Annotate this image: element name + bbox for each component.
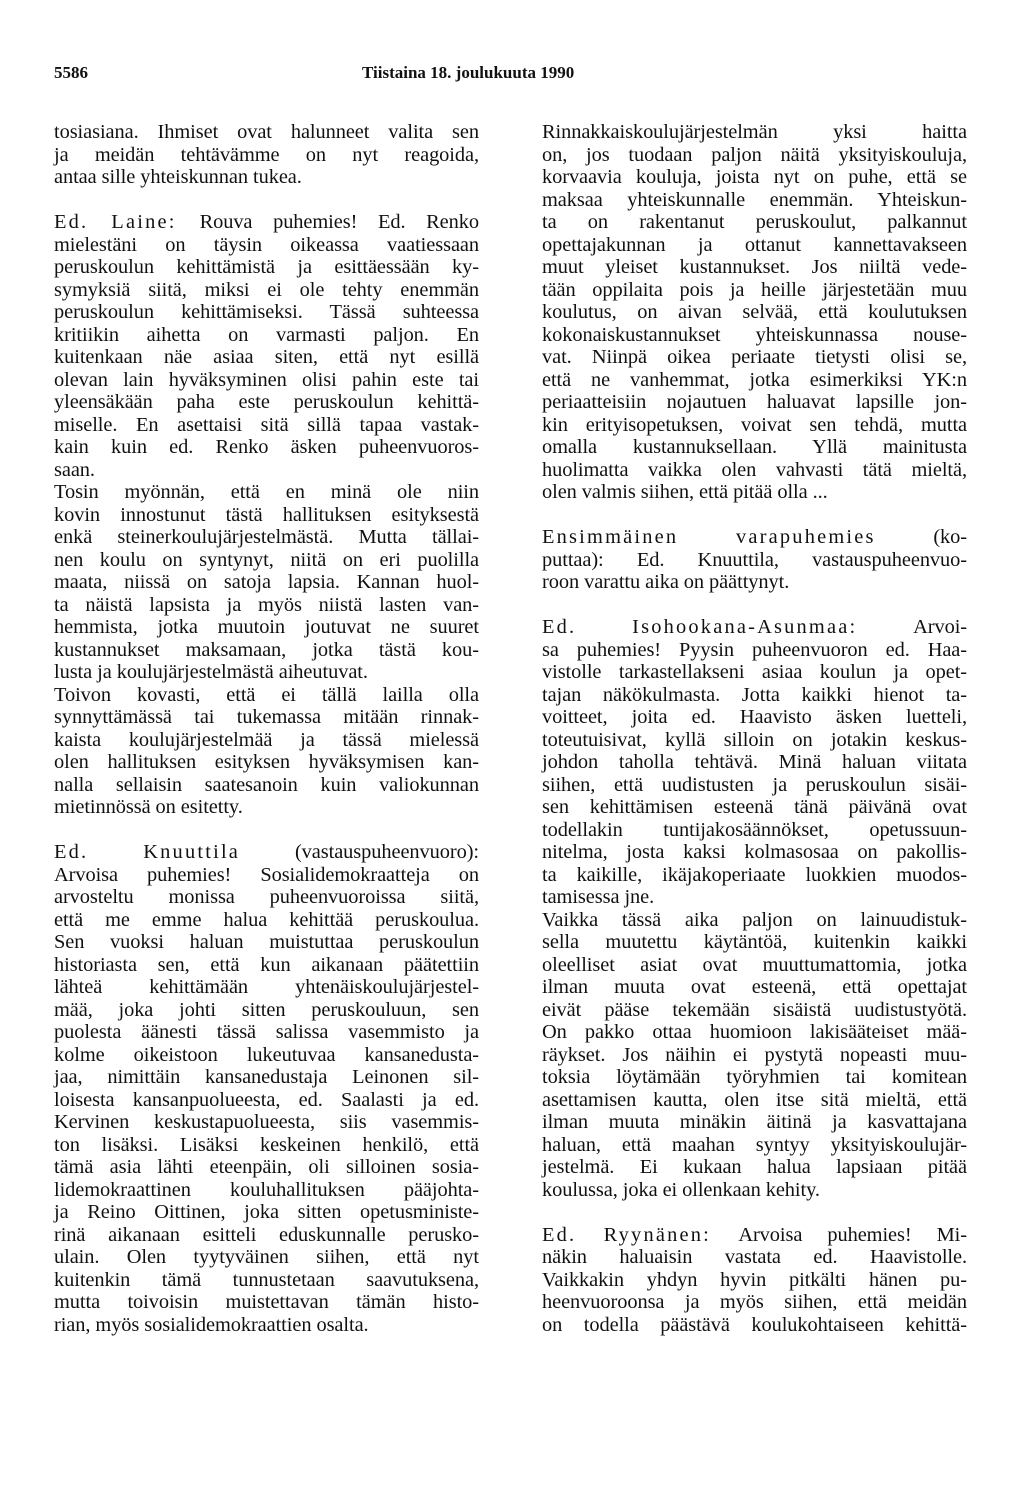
text-line: Tosin myönnän, että en minä ole niin xyxy=(54,481,479,503)
speaker-name: Ed. Knuuttila xyxy=(54,841,295,863)
text-line: Vaikkakin yhdyn hyvin pitkälti hänen pu- xyxy=(542,1268,967,1291)
text-line: Vaikka tässä aika paljon on lainuudistuk- xyxy=(542,908,967,931)
text-line xyxy=(542,526,967,549)
text-line: Toivon kovasti, että ei tällä lailla olla xyxy=(54,683,479,706)
text-line: kain kuin ed. Renko äsken puheenvuoros- xyxy=(54,436,479,458)
text-line: näkin haluaisin vastata ed. Haavistolle. xyxy=(542,1246,967,1268)
text-line: puttaa): Ed. Knuuttila, vastauspuheenvuo- xyxy=(542,548,967,571)
text-line: miselle. En asettaisi sitä sillä tapaa vastak- xyxy=(54,413,479,436)
text-line: symyksiä siitä, miksi ei ole tehty enemmän xyxy=(54,278,479,301)
text-line: kolme oikeistoon lukeutuvaa kansanedusta- xyxy=(54,1043,479,1066)
text-line: ilman muuta minäkin äitinä ja kasvattajana xyxy=(542,1111,967,1133)
text-line: on, jos tuodaan paljon näitä yksityiskouluja, xyxy=(542,143,967,166)
text-line: heenvuoroonsa ja myös siihen, että meidän xyxy=(542,1291,967,1313)
text-line: historiasta sen, että kun aikanaan päätettiin xyxy=(54,953,479,976)
text-line xyxy=(54,211,479,234)
text-line: Kervinen keskustapuolueesta, siis vasemmis- xyxy=(54,1111,479,1133)
text-line: ja Reino Oittinen, joka sitten opetusministe- xyxy=(54,1201,479,1223)
text-line: sen kehittämisen esteenä tänä päivänä ovat xyxy=(542,796,967,818)
speaker-name: Ensimmäinen varapuhemies xyxy=(542,526,934,548)
text-line: koulussa, joka ei ollenkaan kehity. xyxy=(542,1178,820,1201)
text-line: eivät pääse tekemään sisäistä uudistustyötä. xyxy=(542,998,967,1021)
text-line: saan. xyxy=(54,458,95,481)
left-column xyxy=(54,121,479,1336)
text-line: ta kaikille, ikäjakoperiaate luokkien muodos- xyxy=(542,863,967,886)
text-line: asettamisen kautta, olen itse sitä mieltä, että xyxy=(542,1088,967,1111)
paragraph-gap xyxy=(542,504,967,527)
text-line: kin erityisopetuksen, voivat sen tehdä, mutta xyxy=(542,413,967,436)
text-line: nalla sellaisin saatesanoin kuin valiokunnan xyxy=(54,773,479,796)
text-line: ja meidän tehtävämme on nyt reagoida, xyxy=(54,143,479,166)
paragraph-gap xyxy=(54,819,479,842)
text-line: ilman muuta ovat esteenä, että opettajat xyxy=(542,976,967,998)
text-line: opettajakunnan ja ottanut kannettavakseen xyxy=(542,233,967,256)
text-line xyxy=(542,1224,967,1247)
text-line: olevan lain hyväksyminen olisi pahin este tai xyxy=(54,368,479,391)
text-line: nen koulu on syntynyt, niitä on eri puolilla xyxy=(54,548,479,571)
text-line: että me emme halua kehittää peruskoulua. xyxy=(54,908,479,931)
text-line: mietinnössä on esitetty. xyxy=(54,796,243,818)
text-line: korvaavia kouluja, joista nyt on puhe, että se xyxy=(542,166,967,188)
text-line: vistolle tarkastellakseni asiaa koulun ja opet- xyxy=(542,661,967,683)
text-line: koulutus, on aivan selvää, että koulutuksen xyxy=(542,301,967,323)
text-line: mää, joka johti sitten peruskouluun, sen xyxy=(54,998,479,1021)
text-line: mutta toivoisin muistettavan tämän histo- xyxy=(54,1291,479,1313)
text-line: huolimatta vaikka olen vahvasti tätä mieltä, xyxy=(542,458,967,481)
text-line: vat. Niinpä oikea periaate tietysti olisi se, xyxy=(542,346,967,368)
speech-text: Rouva puhemies! Ed. Renko xyxy=(199,211,480,233)
text-line: tajan näkökulmasta. Jotta kaikki hienot ta- xyxy=(542,683,967,706)
text-line: räykset. Jos näihin ei pystytä nopeasti muu- xyxy=(542,1043,967,1066)
text-line: Rinnakkaiskoulujärjestelmän yksi haitta xyxy=(542,121,967,143)
speech-text: Arvoisa puhemies! Mi- xyxy=(738,1223,967,1246)
text-line: arvosteltu monissa puheenvuoroissa siitä, xyxy=(54,886,479,908)
text-line: siihen, että uudistusten ja peruskoulun sisäi- xyxy=(542,773,967,796)
text-line: kustannukset maksamaan, jotka tästä kou- xyxy=(54,638,479,661)
text-line: rian, myös sosialidemokraattien osalta. xyxy=(54,1313,369,1336)
paragraph-gap xyxy=(542,594,967,617)
text-line: olen hallituksen esityksen hyväksymisen kan- xyxy=(54,751,479,773)
text-line: olen valmis siihen, että pitää olla ... xyxy=(542,481,828,503)
text-line: peruskoulun kehittämistä ja esittäessään ky- xyxy=(54,256,479,278)
paragraph-gap xyxy=(542,1201,967,1224)
text-line: yleensäkään paha este peruskoulun kehittä- xyxy=(54,391,479,413)
speech-text: Arvoi- xyxy=(913,616,967,638)
text-line: tosiasiana. Ihmiset ovat halunneet valita sen xyxy=(54,121,479,143)
text-line: kuitenkaan näe asiaa siten, että nyt esillä xyxy=(54,346,479,368)
text-line: kokonaiskustannukset yhteiskunnassa nouse- xyxy=(542,323,967,346)
text-line: On pakko ottaa huomioon lakisääteiset mää- xyxy=(542,1021,967,1043)
text-line: maksaa yhteiskunnalle enemmän. Yhteiskun- xyxy=(542,188,967,211)
text-line: jestelmä. Ei kukaan halua lapsiaan pitää xyxy=(542,1156,967,1178)
text-line: ton lisäksi. Lisäksi keskeinen henkilö, että xyxy=(54,1133,479,1156)
text-line: todellakin tuntijakosäännökset, opetussuun- xyxy=(542,818,967,841)
text-line: sella muutettu käytäntöä, kuitenkin kaikki xyxy=(542,931,967,953)
text-line: nitelma, josta kaksi kolmasosaa on pakollis- xyxy=(542,841,967,863)
speech-text: (ko- xyxy=(933,526,967,548)
text-line: jaa, nimittäin kansanedustaja Leinonen sil- xyxy=(54,1066,479,1088)
speaker-name: Ed. Laine: xyxy=(54,211,200,233)
text-line: tään oppilaita pois ja heille järjestetään muu xyxy=(542,278,967,301)
text-line: lähteä kehittämään yhtenäiskoulujärjestel- xyxy=(54,976,479,998)
page-number: 5586 xyxy=(54,63,88,82)
text-line: johdon taholla tehtävä. Minä haluan viitata xyxy=(542,751,967,773)
text-line: oleelliset asiat ovat muuttumattomia, jotka xyxy=(542,953,967,976)
text-line: tämä asia lähti eteenpäin, oli silloinen sosia- xyxy=(54,1156,479,1178)
text-line: haluan, että maahan syntyy yksityiskoulujär- xyxy=(542,1133,967,1156)
text-line: kuitenkin tämä tunnustetaan saavutuksena, xyxy=(54,1268,479,1291)
text-line: kovin innostunut tästä hallituksen esityksestä xyxy=(54,503,479,526)
text-line: toteutuisivat, kyllä silloin on jotakin keskus- xyxy=(542,728,967,751)
paragraph-gap xyxy=(54,189,479,212)
text-line: tamisessa jne. xyxy=(542,886,655,908)
text-line: Sen vuoksi haluan muistuttaa peruskoulun xyxy=(54,931,479,953)
text-line: synnyttämässä tai tukemassa mitään rinnak- xyxy=(54,706,479,728)
text-line: lidemokraattinen kouluhallituksen pääjohta- xyxy=(54,1178,479,1201)
text-line: enkä steinerkoulujärjestelmästä. Mutta tällai- xyxy=(54,526,479,548)
text-line: muut yleiset kustannukset. Jos niiltä vede- xyxy=(542,256,967,278)
text-line: lusta ja koulujärjestelmästä aiheutuvat. xyxy=(54,661,368,683)
text-line: periaatteisiin nojautuen haluavat lapsille jon- xyxy=(542,391,967,413)
text-line: omalla kustannuksellaan. Yllä mainitusta xyxy=(542,436,967,458)
text-line: ta on rakentanut peruskoulut, palkannut xyxy=(542,211,967,233)
text-line: hemmista, jotka muutoin joutuvat ne suuret xyxy=(54,616,479,638)
text-line: mielestäni on täysin oikeassa vaatiessaan xyxy=(54,233,479,256)
text-line: toksia löytämään työryhmien tai komitean xyxy=(542,1066,967,1088)
speaker-name: Ed. Isohookana-Asunmaa: xyxy=(542,616,914,638)
text-line: maata, niissä on satoja lapsia. Kannan huol- xyxy=(54,571,479,593)
text-line: että ne vanhemmat, jotka esimerkiksi YK:n xyxy=(542,368,967,391)
text-line: Arvoisa puhemies! Sosialidemokraatteja on xyxy=(54,863,479,886)
text-line: on todella päästävä koulukohtaiseen kehittä- xyxy=(542,1313,967,1336)
text-line: kritiikin aihetta on varmasti paljon. En xyxy=(54,323,479,346)
text-line: antaa sille yhteiskunnan tukea. xyxy=(54,166,302,188)
speech-text: (vastauspuheenvuoro): xyxy=(294,841,479,863)
text-line xyxy=(54,841,479,864)
text-line: voitteet, joita ed. Haavisto äsken luetteli, xyxy=(542,706,967,728)
running-head: Tiistaina 18. joulukuuta 1990 xyxy=(362,63,575,82)
speaker-name: Ed. Ryynänen: xyxy=(542,1223,739,1246)
text-line: sa puhemies! Pyysin puheenvuoron ed. Haa- xyxy=(542,638,967,661)
text-line xyxy=(542,616,967,639)
text-line: puolesta äänesti tässä salissa vasemmisto ja xyxy=(54,1021,479,1043)
text-line: ta näistä lapsista ja myös niistä lasten van- xyxy=(54,593,479,616)
text-line: loisesta kansanpuolueesta, ed. Saalasti ja ed. xyxy=(54,1088,479,1111)
text-line: roon varattu aika on päättynyt. xyxy=(542,571,790,593)
text-line: ulain. Olen tyytyväinen siihen, että nyt xyxy=(54,1246,479,1268)
text-line: peruskoulun kehittämiseksi. Tässä suhteessa xyxy=(54,301,479,323)
right-column xyxy=(542,121,967,1336)
text-line: kaista koulujärjestelmää ja tässä mielessä xyxy=(54,728,479,751)
text-line: rinä aikanaan esitteli eduskunnalle perusko- xyxy=(54,1223,479,1246)
